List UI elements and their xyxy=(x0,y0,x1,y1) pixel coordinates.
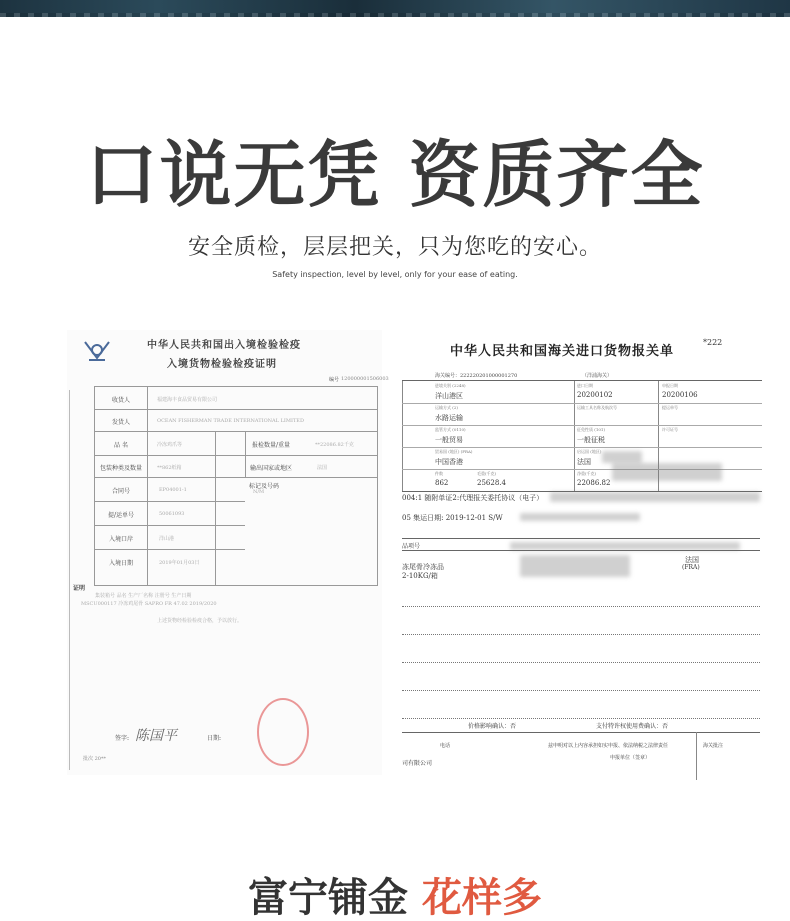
item-spec: 2-10KG/箱 xyxy=(402,572,438,580)
cell-value: 一般征税 xyxy=(577,436,605,444)
marks-value: N/M xyxy=(253,489,265,495)
certificate-note: 上述货物经检验检疫合格，予以放行。 xyxy=(157,618,243,624)
royalty-confirm-label: 支付特许权使用费确认：否 xyxy=(596,723,669,730)
next-title-dark: 富宁铺金 xyxy=(248,875,409,921)
table-row xyxy=(95,525,245,550)
dotted-line xyxy=(402,634,760,635)
packing-label: 包装种类及数量 xyxy=(99,465,142,472)
page-headline: 口说无凭 资质齐全 xyxy=(85,133,705,217)
next-section-title-partial xyxy=(0,875,790,921)
table-row xyxy=(402,403,762,426)
table-row xyxy=(95,455,377,478)
origin-label: 输出国家或地区 xyxy=(250,465,293,472)
table-row xyxy=(95,549,245,573)
table-divider xyxy=(402,732,760,733)
attached-docs-line: 004:1 随附单证2:代理报关委托协议（电子） xyxy=(402,494,544,502)
item-origin: 法国 xyxy=(685,556,699,564)
port-label: 入境口岸 xyxy=(108,536,133,543)
top-ocean-banner xyxy=(0,0,790,17)
phone-label: 电话 xyxy=(440,743,451,749)
certificate-title-line2: 入境货物检验检疫证明 xyxy=(167,359,277,370)
certificate-row: MSCU000117 冷冻鸡尾骨 SAPRO FR 47.02 2019/2020 xyxy=(81,601,217,607)
customs-number: 海关编号：222220201000001270 xyxy=(435,373,518,379)
cell-label: 净重(千克) xyxy=(577,471,597,476)
consignee-value: 福建海丰食品贸易有限公司 xyxy=(157,397,218,403)
redaction-blur xyxy=(510,542,740,550)
cell-value: 一般贸易 xyxy=(435,436,463,444)
packing-value: **862纸箱 xyxy=(157,465,182,471)
signature-label: 签字: xyxy=(115,735,130,742)
declare-text: 兹申明对以上内容承担如实申报、依法纳税之法律责任 xyxy=(548,743,669,749)
quantity-value: **22086.82千克 xyxy=(315,442,354,448)
customs-declaration-image xyxy=(400,330,762,780)
contract-value: EP04001-1 xyxy=(159,487,187,493)
page-subheadline: 安全质检，层层把关，只为您吃的安心。 xyxy=(187,235,602,260)
redaction-blur xyxy=(520,555,630,577)
certificate-table xyxy=(94,386,378,586)
dotted-line xyxy=(402,662,760,663)
quantity-label: 报检数量/重量 xyxy=(252,442,291,449)
serial-label: 编号 xyxy=(329,377,340,383)
dotted-line xyxy=(402,690,760,691)
certificate-footer: 批次 20** xyxy=(83,756,106,762)
table-row xyxy=(95,501,245,526)
page-edge xyxy=(69,390,70,770)
redaction-blur xyxy=(550,492,760,502)
cell-label: 件数 xyxy=(435,471,443,476)
certificate-section-label: 证明 xyxy=(73,585,86,592)
dotted-line xyxy=(402,606,760,607)
cell-value: 法国 xyxy=(577,458,591,466)
dotted-line xyxy=(402,718,760,719)
cell-value: 22086.82 xyxy=(577,479,611,487)
inspection-certificate-image xyxy=(67,330,389,775)
cell-value: 20200106 xyxy=(662,391,698,399)
item-name: 冻尾骨冷冻品 xyxy=(402,563,444,571)
customs-corner-number: *222 xyxy=(703,338,723,347)
table-divider xyxy=(696,732,697,780)
cell-value: 洋山港区 xyxy=(435,392,463,400)
table-row xyxy=(402,469,762,492)
cell-label: 启运国 (地区) xyxy=(577,449,602,454)
customs-table xyxy=(402,380,762,491)
cell-value: 862 xyxy=(435,479,449,487)
table-row xyxy=(95,409,377,432)
date-value: 2019年01月03日 xyxy=(159,560,200,566)
marks-label: 标记及号码 xyxy=(249,483,280,490)
product-label: 品 名 xyxy=(114,442,128,449)
consignee-label: 收货人 xyxy=(111,397,130,404)
signature-mark: 陈国平 xyxy=(135,728,177,744)
contract-label: 合同号 xyxy=(111,488,130,495)
redaction-blur xyxy=(602,451,642,463)
cell-value: 25628.4 xyxy=(477,479,506,487)
table-divider xyxy=(402,550,760,551)
table-row xyxy=(95,387,377,410)
redaction-blur xyxy=(612,463,722,481)
signature-date-label: 日期: xyxy=(207,735,222,742)
cell-label: 运输工具名称及航次号 xyxy=(577,405,617,410)
cell-label: 毛重(千克) xyxy=(477,471,497,476)
company-label: 司有限公司 xyxy=(402,760,433,767)
customs-emblem-icon xyxy=(81,336,113,364)
shipper-label: 发货人 xyxy=(111,419,130,426)
cell-value: 20200102 xyxy=(577,391,613,399)
date-label: 入境日期 xyxy=(108,560,133,567)
cell-label: 申报日期 xyxy=(662,383,678,388)
unit-sign-label: 申报单位（签章） xyxy=(610,755,651,761)
customs-stamp-label: 海关批注 xyxy=(703,743,724,749)
price-confirm-label: 价格影响确认：否 xyxy=(468,723,517,730)
cell-value: 水路运输 xyxy=(435,414,463,422)
item-origin-code: (FRA) xyxy=(682,564,700,571)
item-header: 品项号 xyxy=(402,543,421,550)
table-row xyxy=(95,477,245,502)
redaction-blur xyxy=(520,513,640,521)
cell-label: 提运单号 xyxy=(662,405,678,410)
cell-label: 贸易国 (地区) (FRA) xyxy=(435,449,473,454)
cell-label: 监管方式 (0110) xyxy=(435,427,466,432)
official-seal xyxy=(257,698,309,766)
table-divider xyxy=(402,538,760,539)
cell-value: 中国香港 xyxy=(435,458,463,466)
cell-label: 许可证号 xyxy=(662,427,678,432)
customs-port: （洋浦海关） xyxy=(582,373,613,379)
cell-label: 运输方式 (2) xyxy=(435,405,458,410)
bill-label: 提/运单号 xyxy=(107,512,135,519)
next-title-red: 花样多 xyxy=(421,875,542,921)
customs-title: 中华人民共和国海关进口货物报关单 xyxy=(450,344,675,359)
certificate-columns: 集装箱号 品名 生产厂名称 注册号 生产日期 xyxy=(95,593,192,599)
shipper-value: OCEAN FISHERMAN TRADE INTERNATIONAL LIMITED xyxy=(157,418,304,424)
note-line: 05 集运日期: 2019-12-01 S/W xyxy=(402,514,503,522)
product-value: 冷冻鸡爪等 xyxy=(157,442,183,448)
origin-value: 法国 xyxy=(317,465,328,471)
serial-value: 120000001506003 xyxy=(341,376,389,382)
port-value: 洋山港 xyxy=(159,536,175,542)
table-row xyxy=(95,431,377,456)
table-row xyxy=(402,425,762,448)
table-row xyxy=(402,381,762,404)
cell-label: 征免性质 (101) xyxy=(577,427,606,432)
cell-label: 进境关别 (2248) xyxy=(435,383,466,388)
bill-value: 50061093 xyxy=(159,511,185,517)
page-subheadline-en: Safety inspection, level by level, only for your ease of eating. xyxy=(272,270,518,279)
certificate-title-line1: 中华人民共和国出入境检验检疫 xyxy=(147,340,301,351)
cell-label: 进口日期 xyxy=(577,383,593,388)
